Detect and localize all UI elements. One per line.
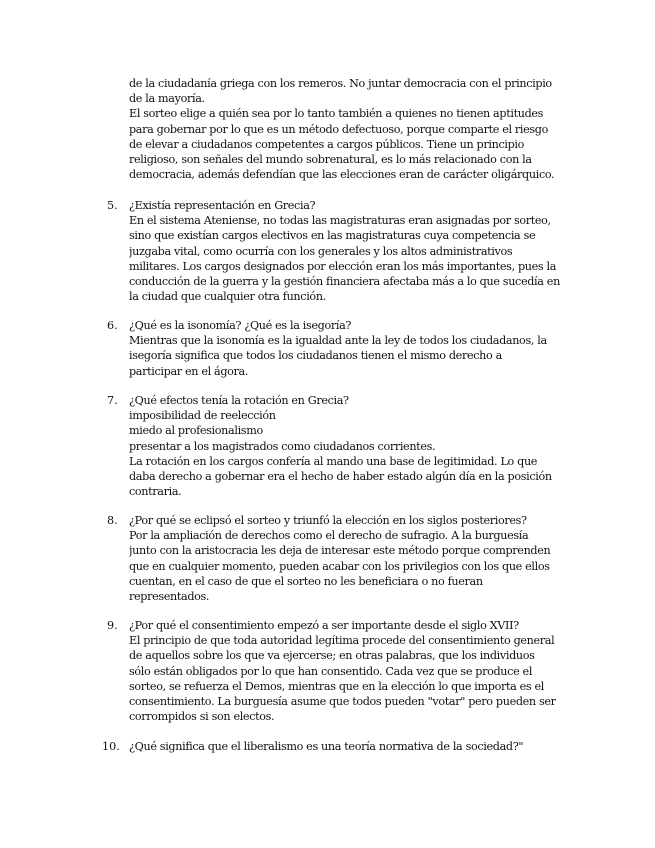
- item-number: 10.: [102, 740, 120, 753]
- intro-answer: [129, 76, 573, 182]
- list-item-7: [129, 393, 573, 499]
- answer-line: consentimiento. La burguesía asume que todos pueden "votar" pero pueden ser: [129, 695, 556, 709]
- answer-line: militares. Los cargos designados por elección eran los más importantes, pues la: [129, 259, 557, 273]
- answer-line: isegoría significa que todos los ciudadanos tienen el mismo derecho a: [129, 349, 502, 363]
- answer-line: Por la ampliación de derechos como el derecho de sufragio. A la burguesía: [129, 529, 529, 543]
- text-line: de la mayoría.: [129, 92, 205, 106]
- answer-line: Mientras que la isonomía es la igualdad ante la ley de todos los ciudadanos, la: [129, 334, 547, 348]
- answer-line: conducción de la guerra y la gestión financiera afectaba más a lo que sucedía en: [129, 275, 560, 289]
- item-number: 8.: [107, 514, 118, 527]
- question-text: ¿Qué es la isonomía? ¿Qué es la isegoría?: [129, 319, 352, 332]
- text-line: de la ciudadanía griega con los remeros. No juntar democracia con el principio: [129, 77, 552, 90]
- answer-line: participar en el ágora.: [129, 364, 249, 378]
- text-line: El sorteo elige a quién sea por lo tanto también a quienes no tienen aptitudes: [129, 107, 544, 121]
- text-line: de elevar a ciudadanos competentes a cargos públicos. Tiene un principio: [129, 137, 525, 151]
- question-text: ¿Qué significa que el liberalismo es una teoría normativa de la sociedad?": [129, 740, 524, 753]
- item-number: 9.: [107, 619, 118, 632]
- answer-line: la ciudad que cualquier otra función.: [129, 290, 326, 304]
- list-item-8: [129, 513, 573, 604]
- item-number: 6.: [107, 319, 118, 332]
- answer-line: miedo al profesionalismo: [129, 424, 263, 438]
- question-text: ¿Existía representación en Grecia?: [129, 199, 316, 212]
- text-line: religioso, son señales del mundo sobrenatural, es lo más relacionado con la: [129, 153, 532, 167]
- answer-line: junto con la aristocracia les deja de interesar este método porque comprenden: [129, 544, 551, 558]
- text-line: para gobernar por lo que es un método defectuoso, porque comparte el riesgo: [129, 122, 549, 136]
- answer-line: que en cualquier momento, pueden acabar con los privilegios con los que ellos: [129, 559, 550, 573]
- question-text: ¿Por qué se eclipsó el sorteo y triunfó la elección en los siglos posteriores?: [129, 514, 527, 527]
- answer-line: El principio de que toda autoridad legítima procede del consentimiento general: [129, 634, 555, 648]
- item-number: 7.: [107, 394, 118, 407]
- answer-line: juzgaba vital, como ocurría con los generales y los altos administrativos: [129, 244, 513, 258]
- answer-line: corrompidos si son electos.: [129, 710, 275, 724]
- list-item-5: [129, 198, 573, 304]
- answer-line: daba derecho a gobernar era el hecho de haber estado algún día en la posición: [129, 470, 552, 484]
- list-item-6: [129, 318, 573, 379]
- answer-line: contraria.: [129, 485, 182, 499]
- answer-line: sino que existían cargos electivos en las magistraturas cuya competencia se: [129, 229, 536, 243]
- answer-line: cuentan, en el caso de que el sorteo no les beneficiara o no fueran: [129, 574, 483, 588]
- answer-line: La rotación en los cargos confería al mando una base de legitimidad. Lo que: [129, 454, 538, 468]
- answer-line: de aquellos sobre los que va ejercerse; en otras palabras, que los individuos: [129, 649, 535, 663]
- answer-line: sólo están obligados por lo que han consentido. Cada vez que se produce el: [129, 664, 533, 678]
- question-text: ¿Por qué el consentimiento empezó a ser importante desde el siglo XVII?: [129, 619, 519, 632]
- answer-line: representados.: [129, 590, 210, 604]
- list-item-9: [129, 618, 573, 724]
- question-text: ¿Qué efectos tenía la rotación en Grecia?: [129, 394, 349, 407]
- item-number: 5.: [107, 199, 118, 212]
- answer-line: sorteo, se refuerza el Demos, mientras que en la elección lo que importa es el: [129, 679, 545, 693]
- answer-line: En el sistema Ateniense, no todas las magistraturas eran asignadas por sorteo,: [129, 214, 551, 228]
- text-line: democracia, además defendían que las elecciones eran de carácter oligárquico.: [129, 168, 555, 182]
- answer-line: imposibilidad de reelección: [129, 409, 276, 423]
- answer-line: presentar a los magistrados como ciudadanos corrientes.: [129, 439, 436, 453]
- list-item-10: [129, 739, 573, 754]
